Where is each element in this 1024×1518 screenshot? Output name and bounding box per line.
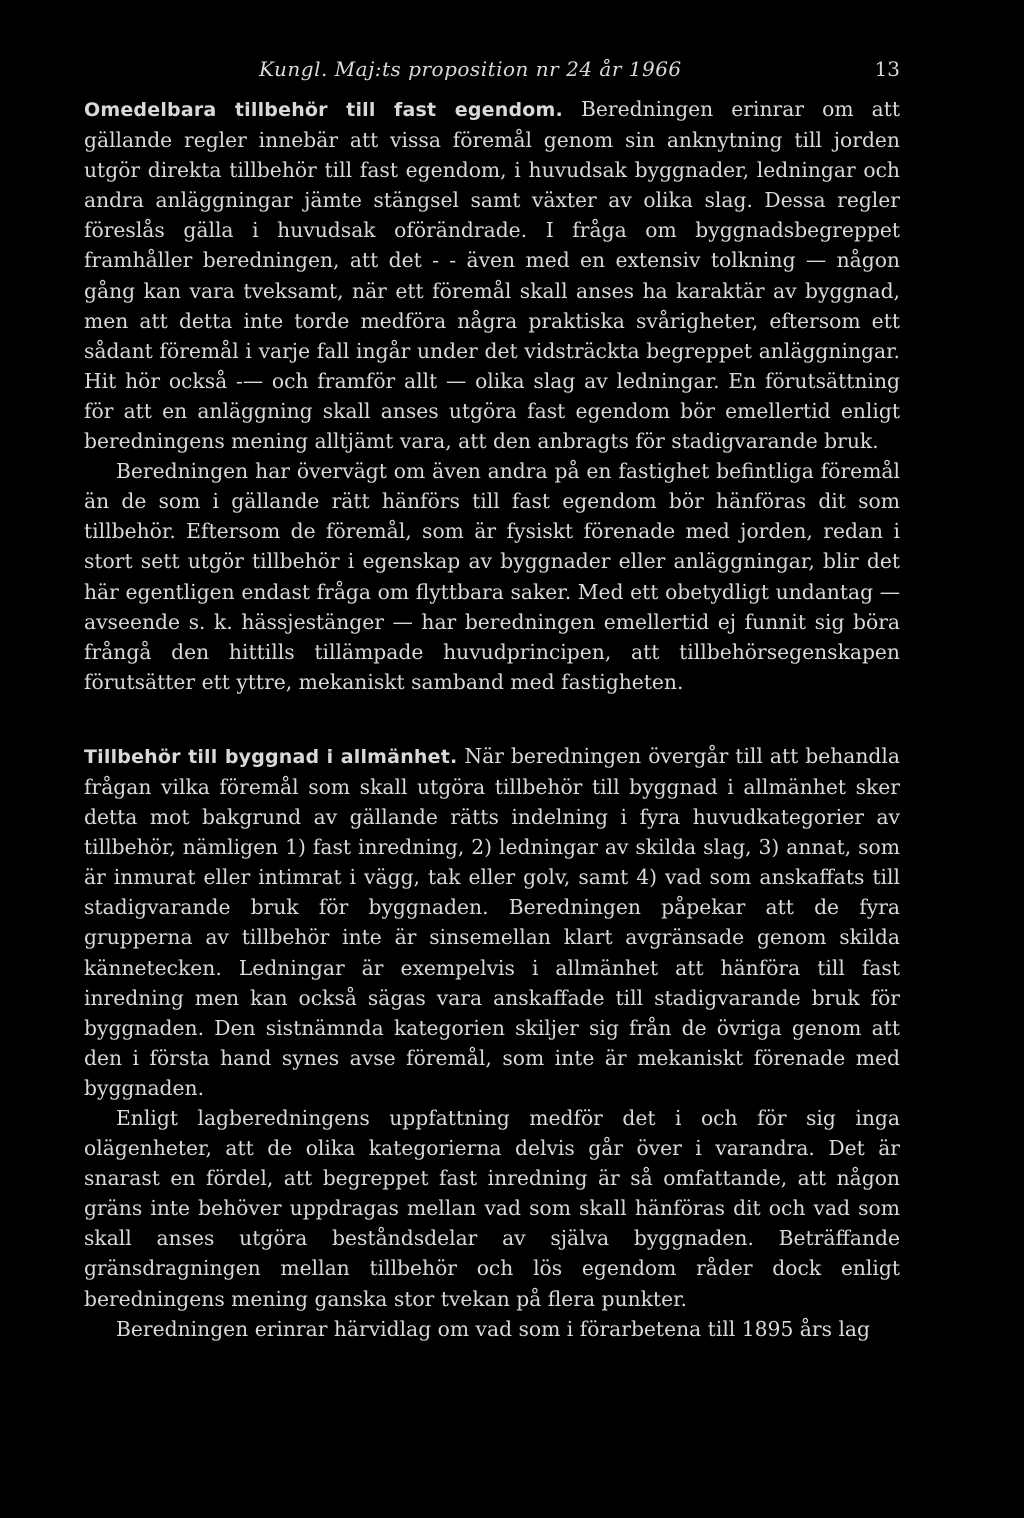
paragraph-tillbehor-byggnad — [84, 741, 900, 1103]
header-title: Kungl. Maj:ts proposition nr 24 år 1966 — [259, 57, 682, 81]
page-number: 13 — [874, 57, 900, 81]
paragraph-omedelbara-tillbehor — [84, 94, 900, 456]
paragraph-beredningen-erinrar — [84, 1314, 900, 1344]
rubric-omedelbara-tillbehor: Omedelbara tillbehör till fast egendom. — [84, 99, 563, 121]
running-header — [84, 54, 900, 84]
paragraph-text: När beredningen övergår till att behandla frågan vilka föremål som skall utgöra tillbehör till byggnad i allmänhet sker detta mot bakgrund av gällande rätts indelning i fyra huvudkategorier av tillbehör, nämligen 1) fast inredning, 2) ledningar av skilda slag, 3) annat, som är inmurat eller intimrat i vägg, tak eller golv, samt 4) vad som anskaffats till stadigvarande bruk för byggnaden. Beredningen påpekar att de fyra grupperna av tillbehör inte är sinsemellan klart avgränsade genom skilda kännetecken. Ledningar är exempelvis i allmänhet att hänföra till fast inredning men kan också sägas vara anskaffade till stadigvarande bruk för byggnaden. Den sistnämnda kategorien skiljer sig från de övriga genom att den i första hand synes avse föremål, som inte är mekaniskt förenade med byggnaden. — [84, 743, 900, 1100]
paragraph-beredningen-overvagt — [84, 456, 900, 697]
paragraph-text: Enligt lagberedningens uppfattning medför det i och för sig inga olägenheter, att de olika kategorierna delvis går över i varandra. Det är snarast en fördel, att begreppet fast inredning är så omfattande, att någon gräns inte behöver uppdragas mellan vad som skall hänföras dit och vad som skall anses utgöra beståndsdelar av själva byggnaden. Beträffande gränsdragningen mellan tillbehör och lös egendom råder dock enligt beredningens mening ganska stor tvekan på flera punkter. — [84, 1106, 900, 1311]
paragraph-lagberedningens-uppfattning — [84, 1103, 900, 1314]
paragraph-text: Beredningen erinrar om att gällande regler innebär att vissa föremål genom sin anknytning till jorden utgör direkta tillbehör till fast egendom, i huvudsak byggnader, ledningar och andra anläggningar jämte stängsel samt växter av olika slag. Dessa regler föreslås gälla i huvudsak oförändrade. I fråga om byggnadsbegreppet framhåller beredningen, att det - - även med en extensiv tolkning — någon gång kan vara tveksamt, när ett föremål skall anses ha karaktär av byggnad, men att detta inte torde medföra några praktiska svårigheter, eftersom ett sådant föremål i varje fall ingår under det vidsträckta begreppet anläggningar. Hit hör också -— och framför allt — olika slag av ledningar. En förutsättning för att en anläggning skall anses utgöra fast egendom bör emellertid enligt beredningens mening alltjämt vara, att den anbragts för stadigvarande bruk. — [84, 97, 901, 454]
paragraph-text: Beredningen erinrar härvidlag om vad som i förarbetena till 1895 års lag — [116, 1316, 871, 1341]
document-page — [84, 54, 900, 1344]
paragraph-text: Beredningen har övervägt om även andra på en fastighet befintliga föremål än de som i gällande rätt hänförs till fast egendom bör hänföras dit som tillbehör. Eftersom de föremål, som är fysiskt förenade med jorden, redan i stort sett utgör tillbehör i egenskap av byggnader eller anläggningar, blir det här egentligen endast fråga om flyttbara saker. Med ett obetydligt undantag — avseende s. k. hässjestänger — har beredningen emellertid ej funnit sig böra frångå den hittills tillämpade huvudprincipen, att tillbehörsegenskapen förutsätter ett yttre, mekaniskt samband med fastigheten. — [84, 459, 900, 694]
rubric-tillbehor-byggnad: Tillbehör till byggnad i allmänhet. — [84, 745, 458, 768]
